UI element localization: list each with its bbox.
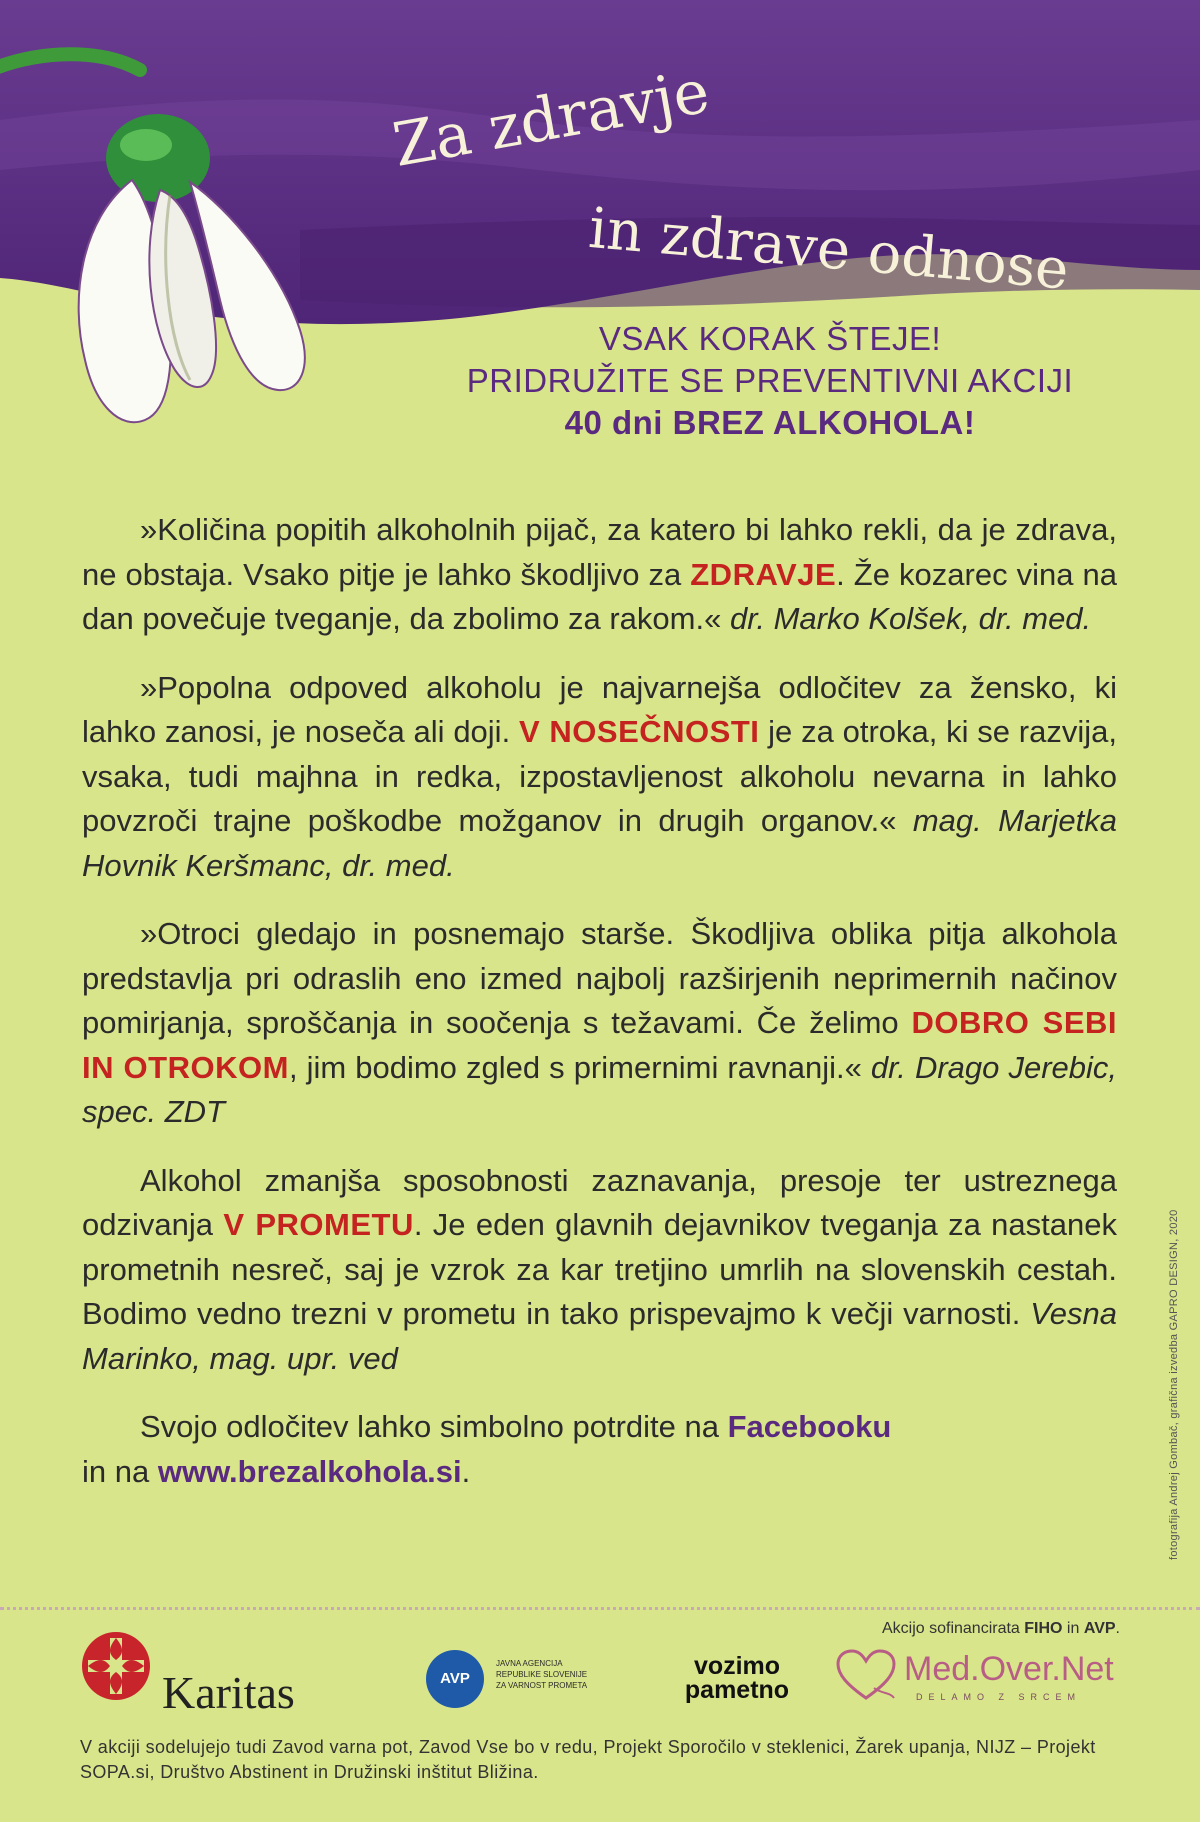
closing-text: in na [82, 1453, 158, 1489]
quotes-section [82, 508, 1117, 1494]
cta-line-1: VSAK KORAK ŠTEJE! [598, 320, 942, 357]
sponsor-text: in [1062, 1620, 1084, 1637]
med-name: Med.Over.Net [904, 1650, 1114, 1688]
closing-text: Svojo odločitev lahko simbolno potrdite na [140, 1409, 728, 1444]
quote-text: je za otroka, ki se razvija, vsaka, tudi majhna in redka, izpostavljenost alkoholu nevarna in lahko povzroči trajne poškodbe možganov in drugih organov.« [82, 714, 1118, 838]
closing-paragraph [82, 1405, 1117, 1494]
quote-1 [82, 508, 1117, 642]
quote-author: dr. Marko Kolšek, dr. med. [729, 601, 1092, 636]
med-over-net-logo [834, 1648, 1124, 1708]
headline-line-1: Za zdravje [388, 56, 715, 181]
avp-text [496, 1658, 587, 1691]
quote-text: »Količina popitih alkoholnih pijač, za katero bi lahko rekli, da je zdrava, ne obstaja. Vsako pitje je lahko škodljivo za [82, 512, 1117, 592]
footer-note: V akciji sodelujejo tudi Zavod varna pot, Zavod Vse bo v redu, Projekt Sporočilo v steklenici, Žarek upanja, NIJZ – Projekt SOPA.si, Društvo Abstinent in Družinski inštitut Bližina. [80, 1737, 1096, 1782]
avp-line: JAVNA AGENCIJA [496, 1659, 563, 1668]
avp-logo [426, 1650, 626, 1710]
avp-line: ZA VARNOST PROMETA [496, 1681, 588, 1690]
quote-text: . Je eden glavnih dejavnikov tveganja za nastanek prometnih nesreč, saj je vzrok za kar tretjino umrlih na slovenskih cestah. Bodimo vedno trezni v prometu in tako prispevajmo k večji varnosti. [82, 1207, 1117, 1331]
quote-highlight: V PROMETU [223, 1207, 414, 1242]
sponsor-text: Akcijo sofinancirata [881, 1620, 1025, 1637]
karitas-cross-icon [80, 1630, 152, 1702]
avp-line: REPUBLIKE SLOVENIJE [496, 1670, 588, 1679]
quote-text: Alkohol zmanjša sposobnosti zaznavanja, presoje ter ustreznega odzivanja [82, 1162, 1117, 1242]
quote-text: »Popolna odpoved alkoholu je najvarnejša odločitev za žensko, ki lahko zanosi, je noseča ali doji. [82, 669, 1117, 749]
quote-3 [82, 912, 1117, 1135]
quote-author: Vesna Marinko, mag. upr. ved [82, 1296, 1117, 1376]
quote-author: mag. Marjetka Hovnik Keršmanc, dr. med. [82, 803, 1117, 883]
karitas-logo [80, 1630, 350, 1718]
sponsor-note [882, 1620, 1120, 1638]
closing-text: . [461, 1453, 471, 1489]
sponsor-fiho: FIHO [1024, 1620, 1063, 1637]
divider [0, 1607, 1200, 1610]
karitas-name: Karitas [162, 1667, 295, 1718]
quote-text: , jim bodimo zgled s primernimi ravnanji.« [288, 1049, 871, 1085]
sponsor-text: . [1115, 1620, 1120, 1637]
quote-highlight: DOBRO SEBI IN OTROKOM [82, 1005, 1118, 1085]
quote-highlight: ZDRAVJE [690, 556, 837, 592]
quote-text: »Otroci gledajo in posnemajo starše. Škodljiva oblika pitja alkohola predstavlja pri odraslih eno izmed najbolj razširjenih neprimernih načinov pomirjanja, sproščanja in soočenja s težavami. Če želimo [82, 916, 1117, 1040]
avp-badge: AVP [426, 1650, 484, 1708]
quote-2 [82, 666, 1117, 889]
quote-highlight: V NOSEČNOSTI [518, 714, 760, 749]
vozimo-top: vozimo [693, 1652, 781, 1680]
vozimo-pametno-logo [672, 1654, 802, 1714]
sponsor-avp: AVP [1083, 1620, 1116, 1637]
cta-line-2: PRIDRUŽITE SE PREVENTIVNI AKCIJI [466, 362, 1074, 399]
facebook-link[interactable]: Facebooku [727, 1409, 892, 1444]
heart-stethoscope-icon [834, 1648, 898, 1704]
snowdrop-flower-icon [0, 0, 420, 460]
headline-line-2: in zdrave odnose [586, 196, 1072, 303]
cta-line-3: 40 dni BREZ ALKOHOLA! [564, 404, 976, 441]
vozimo-bottom: pametno [684, 1676, 790, 1704]
quote-text: . Že kozarec vina na dan povečuje tveganje, da zbolimo za rakom.« [82, 556, 1117, 636]
quote-4 [82, 1159, 1117, 1382]
website-link[interactable]: www.brezalkohola.si [157, 1453, 462, 1489]
call-to-action [420, 318, 1120, 444]
med-tag: DELAMO Z SRCEM [916, 1692, 1082, 1702]
quote-author: dr. Drago Jerebic, spec. ZDT [82, 1049, 1117, 1129]
photo-credit: fotografija Andrej Gombač, grafična izvedba GAPRO DESIGN, 2020 [1168, 1209, 1180, 1560]
